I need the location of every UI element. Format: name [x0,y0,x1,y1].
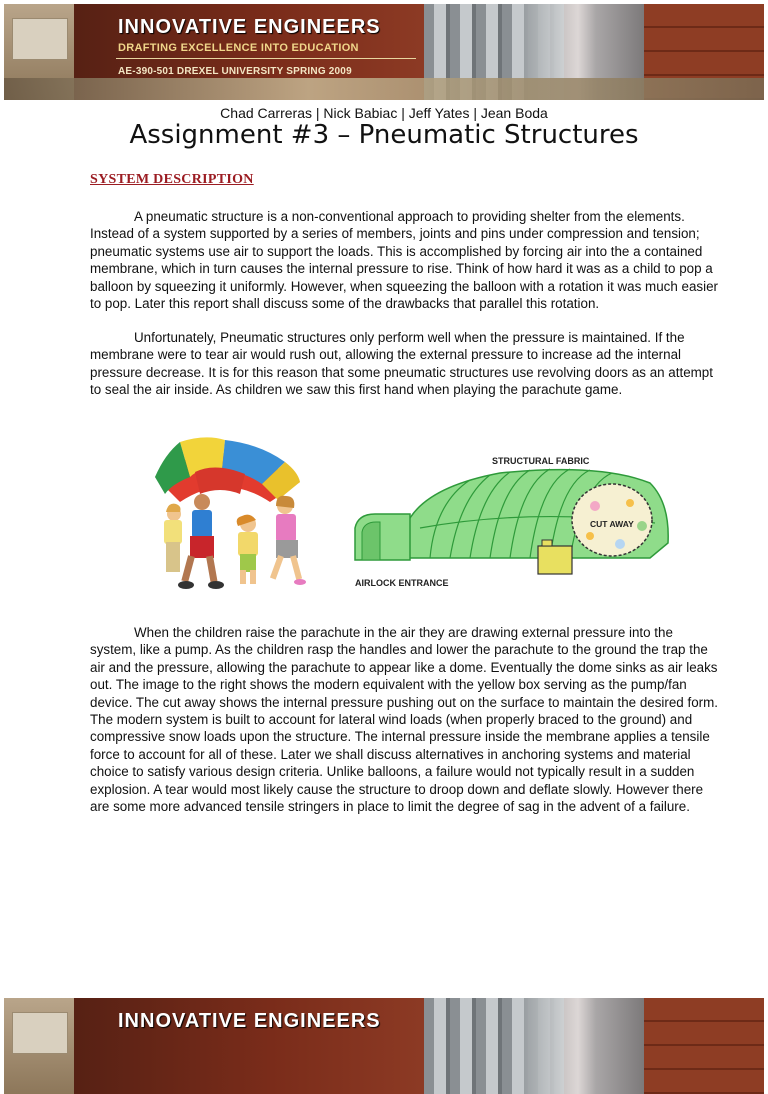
child-1 [178,494,224,589]
child-3 [270,496,306,585]
banner-subtitle: DRAFTING EXCELLENCE INTO EDUCATION [118,42,359,54]
footer-banner-title: INNOVATIVE ENGINEERS [118,1010,381,1032]
page-title: Assignment #3 – Pneumatic Structures [129,120,639,150]
banner-course: AE-390-501 DREXEL UNIVERSITY SPRING 2009 [118,66,352,77]
paragraph-3 [90,624,720,815]
pneumatic-dome-diagram [350,448,680,593]
label-cut-away: CUT AWAY [590,519,634,529]
banner-title: INNOVATIVE ENGINEERS [118,16,381,38]
header-banner [4,4,764,100]
label-airlock-entrance: AIRLOCK ENTRANCE [355,578,449,588]
paragraph-3-text: When the children raise the parachute in the air they are drawing external pressure into the system, like a pump. As the children rasp the handles and lower the parachute to the ground the trap the air and the pressure, allowing the parachute to appear like a dome. Eventually the dome sinks as air leaks out. The image to the right shows the modern equivalent with the yellow box serving as the pump/fan device. The cut away shows the internal pressure pushing out on the surface to maintain the desired form. The modern system is built to account for lateral wind loads (when properly braced to the ground) and compressive snow loads upon the structure. The internal pressure inside the membrane applies a tensile force to account for all of these. Later we shall discuss alternatives in anchoring systems and material choice to satisfy various design criteria. Unlike balloons, a failure would not typically result in a sudden explosion. A tear would most likely cause the structure to droop down and deflate slowly. However there are some more advanced tensile stringers in place to limit the degree of sag in the advent of a failure. [90,625,718,815]
label-structural-fabric: STRUCTURAL FABRIC [492,456,590,466]
footer-banner [4,998,764,1094]
banner-wood-wall [644,998,764,1094]
banner-floor [4,78,764,100]
paragraph-2 [90,329,720,399]
paragraph-2-text: Unfortunately, Pneumatic structures only perform well when the pressure is maintained. If the membrane were to tear air would rush out, allowing the external pressure to increase ad the internal pressure decrease. It is for this reason that some pneumatic structures use revolving doors as an attempt to seal the air inside. As children we saw this first hand when playing the parachute game. [90,330,713,398]
banner-lobby-wall [4,998,74,1094]
banner-metal-column [524,998,644,1094]
authors-line: Chad Carreras | Nick Babiac | Jeff Yates | Jean Boda [220,105,548,121]
paragraph-1-text: A pneumatic structure is a non-conventional approach to providing shelter from the elements. Instead of a system supported by a series of members, joints and pins under compression and tension; pneumatic systems use air to support the loads. This is accomplished by forcing air into the a contained membrane, which in turn causes the internal pressure to rise. Think of how hard it was as a child to pop a balloon by squeezing it uniformly. However, when squeezing the balloon with a rotation it was much easier to pop. Later this report shall discuss some of the drawbacks that parallel this rotation. [90,209,718,312]
cutaway-window [572,484,652,556]
parachute-canopy [155,437,300,502]
child-2 [237,515,258,584]
banner-divider [116,58,416,59]
section-heading: SYSTEM DESCRIPTION [90,172,254,187]
child-4 [164,504,182,572]
airlock-entrance [355,514,410,560]
paragraph-1 [90,208,720,312]
parachute-children-image [150,432,310,597]
